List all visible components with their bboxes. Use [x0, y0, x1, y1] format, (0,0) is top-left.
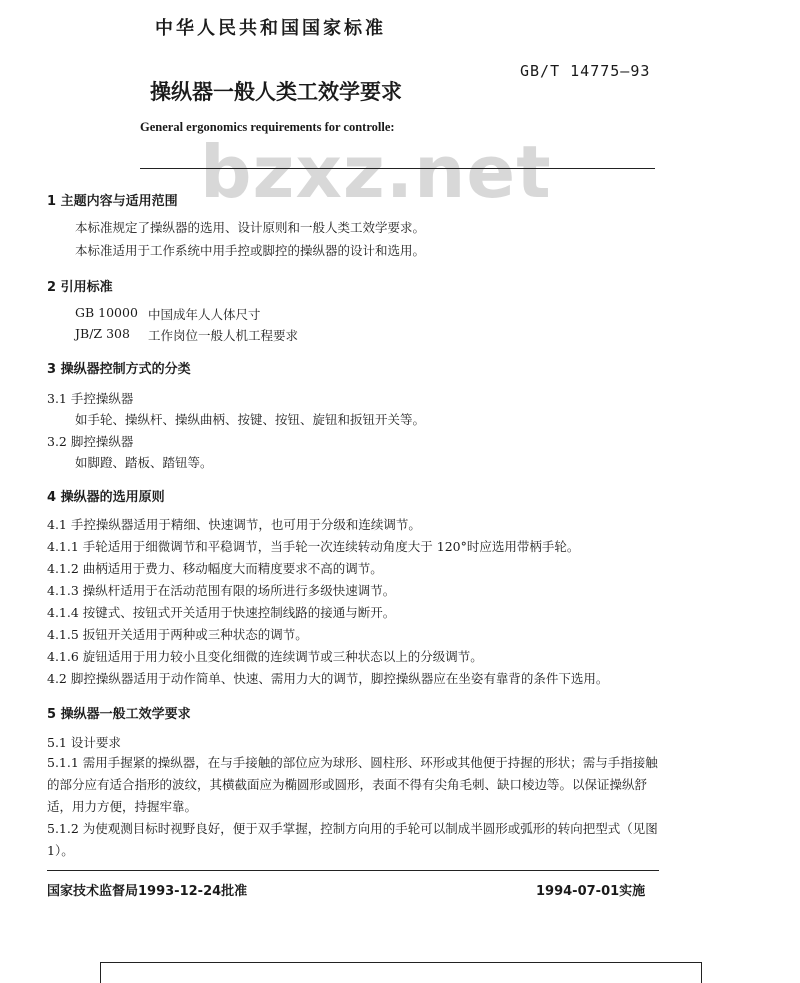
clause-4-1-5: 4.1.5 扳钮开关适用于两种或三种状态的调节。	[47, 627, 308, 642]
national-standard-header: 中华人民共和国国家标准	[155, 18, 386, 39]
reference-1-code: GB 10000	[75, 305, 138, 320]
clause-4-1-1: 4.1.1 手轮适用于细微调节和平稳调节，当手轮一次连续转动角度大于 120°时应选用带柄手轮。	[47, 539, 580, 554]
implementation-date: 1994-07-01实施	[536, 884, 646, 899]
watermark: bzxz.net	[200, 130, 552, 214]
english-title: General ergonomics requirements for controlle:	[140, 120, 395, 134]
clause-4-1-2: 4.1.2 曲柄适用于费力、移动幅度大而精度要求不高的调节。	[47, 561, 383, 576]
section-1-para-1: 本标准规定了操纵器的选用、设计原则和一般人类工效学要求。	[75, 220, 426, 235]
next-page-frame	[100, 962, 702, 983]
section-3-2-heading: 3.2 脚控操纵器	[47, 434, 134, 449]
section-1-heading: 1 主题内容与适用范围	[47, 194, 178, 209]
section-3-2-text: 如脚蹬、踏板、踏钮等。	[75, 455, 213, 470]
clause-5-1: 5.1 设计要求	[47, 735, 121, 750]
section-5-heading: 5 操纵器一般工效学要求	[47, 707, 191, 722]
section-3-1-heading: 3.1 手控操纵器	[47, 391, 134, 406]
clause-4-1: 4.1 手控操纵器适用于精细、快速调节，也可用于分级和连续调节。	[47, 517, 421, 532]
footer-divider	[47, 870, 659, 871]
section-4-heading: 4 操纵器的选用原则	[47, 490, 165, 505]
section-1-para-2: 本标准适用于工作系统中用手控或脚控的操纵器的设计和选用。	[75, 243, 426, 258]
clause-5-1-2: 5.1.2 为使观测目标时视野良好，便于双手掌握，控制方向用的手轮可以制成半圆形或弧形的转向把型式（见图 1）。	[47, 821, 658, 858]
reference-1-text: 中国成年人人体尺寸	[148, 307, 261, 322]
title-divider	[140, 168, 655, 169]
document-title: 操纵器一般人类工效学要求	[150, 80, 402, 104]
section-3-heading: 3 操纵器控制方式的分类	[47, 362, 191, 377]
section-2-heading: 2 引用标准	[47, 280, 113, 295]
clause-4-2: 4.2 脚控操纵器适用于动作简单、快速、需用力大的调节，脚控操纵器应在坐姿有靠背的条件下选用。	[47, 671, 609, 686]
clause-4-1-6: 4.1.6 旋钮适用于用力较小且变化细微的连续调节或三种状态以上的分级调节。	[47, 649, 483, 664]
clause-4-1-3: 4.1.3 操纵杆适用于在活动范围有限的场所进行多级快速调节。	[47, 583, 396, 598]
clause-5-1-1: 5.1.1 需用手握紧的操纵器，在与手接触的部位应为球形、圆柱形、环形或其他便于持握的形状；需与手指接触的部分应有适合指形的波纹，其横截面应为椭圆形或圆形，表面不得有尖角毛刺、缺口棱边等。以保证操纵舒适，用力方便，持握牢靠。	[47, 755, 658, 814]
reference-2-code: JB/Z 308	[75, 326, 130, 341]
section-3-1-text: 如手轮、操纵杆、操纵曲柄、按键、按钮、旋钮和扳钮开关等。	[75, 412, 426, 427]
approval-line: 国家技术监督局1993-12-24批准	[47, 884, 248, 899]
clause-4-1-4: 4.1.4 按键式、按钮式开关适用于快速控制线路的接通与断开。	[47, 605, 396, 620]
reference-2-text: 工作岗位一般人机工程要求	[148, 328, 299, 343]
standard-number: GB/T 14775—93	[520, 62, 651, 80]
